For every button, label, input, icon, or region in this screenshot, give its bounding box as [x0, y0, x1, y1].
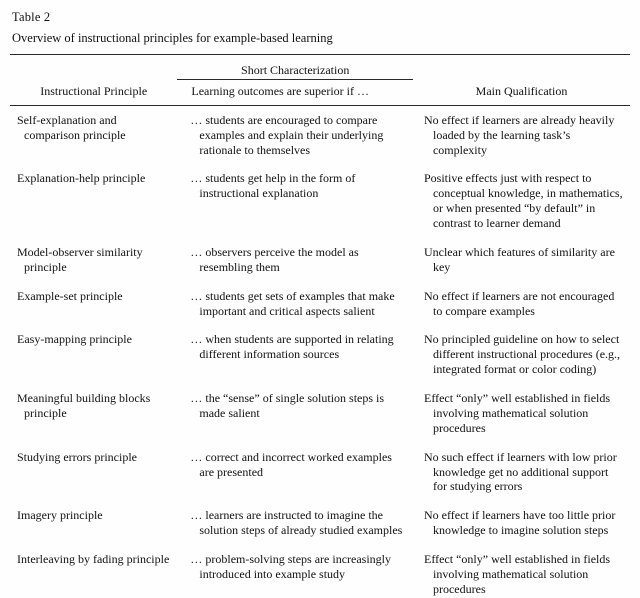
cell-characterization: … the “sense” of single solution steps is made salient: [190, 391, 385, 420]
cell-qualification: No effect if learners have too little prior knowledge to imagine solution steps: [423, 508, 616, 538]
cell-principle: Easy-mapping principle: [17, 332, 132, 347]
col-header-principle: Instructional Principle: [10, 79, 177, 105]
table-caption: Overview of instructional principles for example-based learning: [12, 31, 333, 45]
table-row: [10, 447, 630, 506]
cell-characterization: … observers perceive the model as resembling them: [190, 244, 359, 274]
cell-principle: Self-explanation and comparison principle: [17, 112, 126, 142]
cell-characterization: … correct and incorrect worked examples are presented: [190, 449, 392, 479]
cell-qualification: Positive effects just with respect to conceptual knowledge, in mathematics, or when presented “by default” in contrast to learner demand: [423, 171, 623, 230]
span-header-row: [10, 55, 630, 80]
cell-characterization: … students get sets of examples that make important and critical aspects salient: [190, 288, 395, 318]
cell-characterization: … students get help in the form of instructional explanation: [190, 171, 356, 201]
table-row: [10, 105, 630, 168]
cell-principle: Interleaving by fading principle: [17, 552, 170, 566]
table-header: [10, 55, 630, 106]
table-row: [10, 168, 630, 242]
cell-qualification: No principled guideline on how to select different instructional procedures (e.g., integrated format or color coding): [423, 332, 621, 377]
cell-qualification: Unclear which features of similarity are key: [423, 244, 615, 274]
span-header-spacer-left: [10, 55, 177, 80]
cell-characterization: … students are encouraged to compare examples and explain their underlying rationale to themselves: [190, 112, 384, 157]
cell-qualification: No effect if learners are not encouraged to compare examples: [423, 288, 615, 318]
cell-principle: Studying errors principle: [17, 449, 137, 464]
cell-characterization: … when students are supported in relating different information sources: [190, 332, 394, 362]
cell-principle: Example-set principle: [17, 288, 123, 303]
span-header: Short Characterization: [177, 55, 413, 80]
cell-qualification: No such effect if learners with low prior knowledge get no additional support for studying errors: [423, 449, 617, 494]
table-row: [10, 505, 630, 549]
cell-qualification: No effect if learners are already heavily loaded by the learning task’s complexity: [423, 112, 615, 157]
cell-principle: Model-observer similarity principle: [17, 244, 143, 274]
table-body: [10, 105, 630, 598]
table-row: [10, 549, 630, 598]
column-header-row: [10, 79, 630, 105]
span-header-spacer-right: [413, 55, 630, 80]
table-label: Table 2: [12, 10, 51, 24]
cell-characterization: … learners are instructed to imagine the solution steps of already studied examples: [190, 508, 403, 538]
principles-table: [10, 54, 630, 598]
col-header-qualification: Main Qualification: [413, 79, 630, 105]
cell-characterization: … problem-solving steps are increasingly introduced into example study: [190, 552, 392, 581]
cell-qualification: Effect “only” well established in fields involving mathematical solution procedures: [423, 391, 611, 435]
col-header-characterization: Learning outcomes are superior if …: [177, 79, 413, 105]
cell-principle: Meaningful building blocks principle: [17, 391, 151, 420]
cell-principle: Imagery principle: [17, 508, 103, 523]
table-row: [10, 388, 630, 447]
table-row: [10, 242, 630, 286]
table-row: [10, 286, 630, 330]
cell-principle: Explanation-help principle: [17, 171, 146, 186]
cell-qualification: Effect “only” well established in fields involving mathematical solution procedures: [423, 552, 611, 596]
table-row: [10, 329, 630, 388]
